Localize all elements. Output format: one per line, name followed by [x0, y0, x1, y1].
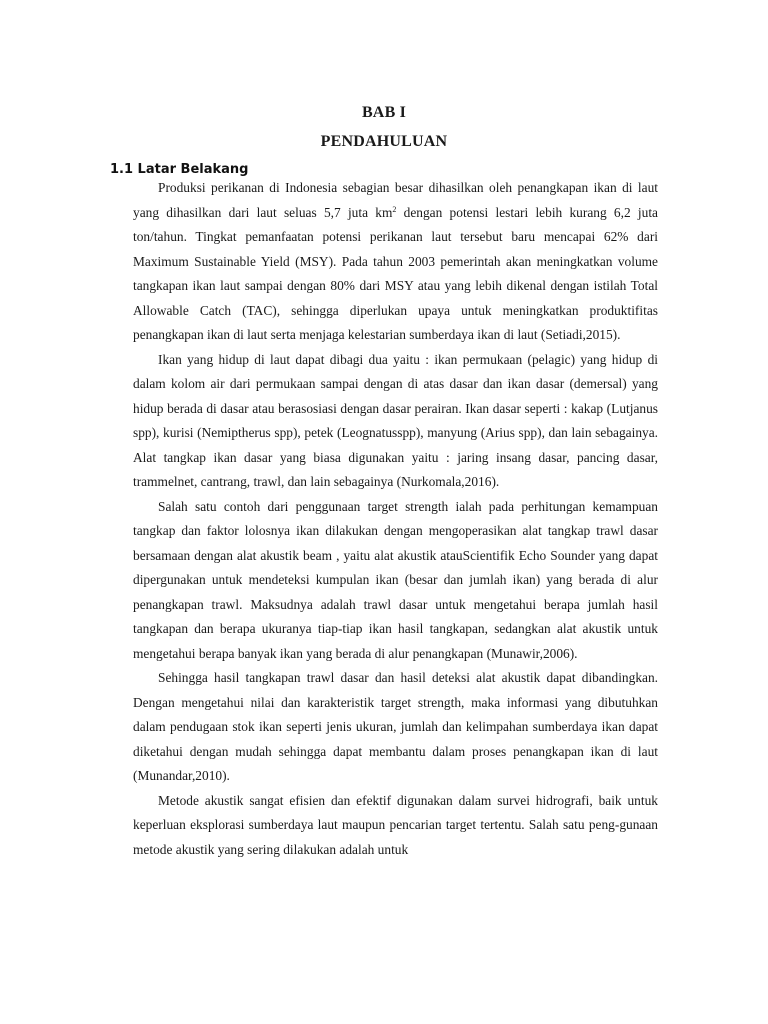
- document-body: [133, 176, 658, 862]
- chapter-title: PENDAHULUAN: [320, 133, 448, 150]
- paragraph-5: Metode akustik sangat efisien dan efektif digunakan dalam survei hidrografi, baik untuk keperluan eksplorasi sumberdaya laut maupun pencarian target tertentu. Salah satu peng-gunaan metode akustik yang sering dilakukan adalah untuk: [133, 792, 658, 857]
- paragraph-4: Sehingga hasil tangkapan trawl dasar dan hasil deteksi alat akustik dapat dibandingkan. Dengan mengetahui nilai dan karakteristik target strength, maka informasi yang dibutuhkan dalam pendugaan stok ikan seperti jenis ukuran, jumlah dan kelimpahan sumberdaya ikan dapat diketahui dengan mudah sehingga dapat membantu dalam proses penangkapan ikan di laut (Munandar,2010).: [133, 670, 658, 783]
- superscript-2: 2: [392, 204, 397, 214]
- paragraph-2: Ikan yang hidup di laut dapat dibagi dua yaitu : ikan permukaan (pelagic) yang hidup di dalam kolom air dari permukaan sampai dengan di atas dasar dan ikan dasar (demersal) yang hidup berada di dasar atau berasosiasi dengan dasar perairan. Ikan dasar seperti : kakap (Lutjanus spp), kurisi (Nemiptherus spp), petek (Leognatusspp), manyung (Arius spp), dan lain sebagainya. Alat tangkap ikan dasar yang biasa digunakan yaitu : jaring insang dasar, pancing dasar, trammelnet, cantrang, trawl, dan lain sebagainya (Nurkomala,2016).: [133, 351, 658, 489]
- paragraph-3: Salah satu contoh dari penggunaan target strength ialah pada perhitungan kemampuan tangkap dan faktor lolosnya ikan dilakukan dengan mengoperasikan alat tangkap trawl dasar bersamaan dengan alat akustik beam , yaitu alat akustik atauScientifik Echo Sounder yang dapat dipergunakan untuk mendeteksi kumpulan ikan (besar dan jumlah ikan) yang berada di alur penangkapan trawl. Maksudnya adalah trawl dasar untuk mengetahui berapa jumlah hasil tangkapan dan berapa ukuranya tiap-tiap ikan hasil tangkapan, sedangkan alat akustik untuk mengetahui berapa banyak ikan yang berada di alur penangkapan (Munawir,2006).: [133, 498, 658, 661]
- paragraph-1-text-start: Produksi perikanan di Indonesia sebagian besar dihasilkan oleh penangkapan ikan di laut yang dihasilkan dari laut seluas 5,7 juta km: [133, 180, 658, 220]
- paragraph-1: [133, 176, 658, 348]
- section-heading: 1.1 Latar Belakang: [110, 162, 249, 177]
- chapter-label: BAB I: [361, 104, 407, 121]
- paragraph-1-text-end: dengan potensi lestari lebih kurang 6,2 juta ton/tahun. Tingkat pemanfaatan potensi perikanan laut tersebut baru mencapai 62% dari Maximum Sustainable Yield (MSY). Pada tahun 2003 pemerintah akan meningkatkan volume tangkapan ikan laut sampai dengan 80% dari MSY atau yang lebih dikenal dengan istilah Total Allowable Catch (TAC), sehingga diperlukan upaya untuk meningkatkan produktifitas penangkapan ikan di laut serta menjaga kelestarian sumberdaya ikan di laut (Setiadi,2015).: [133, 204, 658, 342]
